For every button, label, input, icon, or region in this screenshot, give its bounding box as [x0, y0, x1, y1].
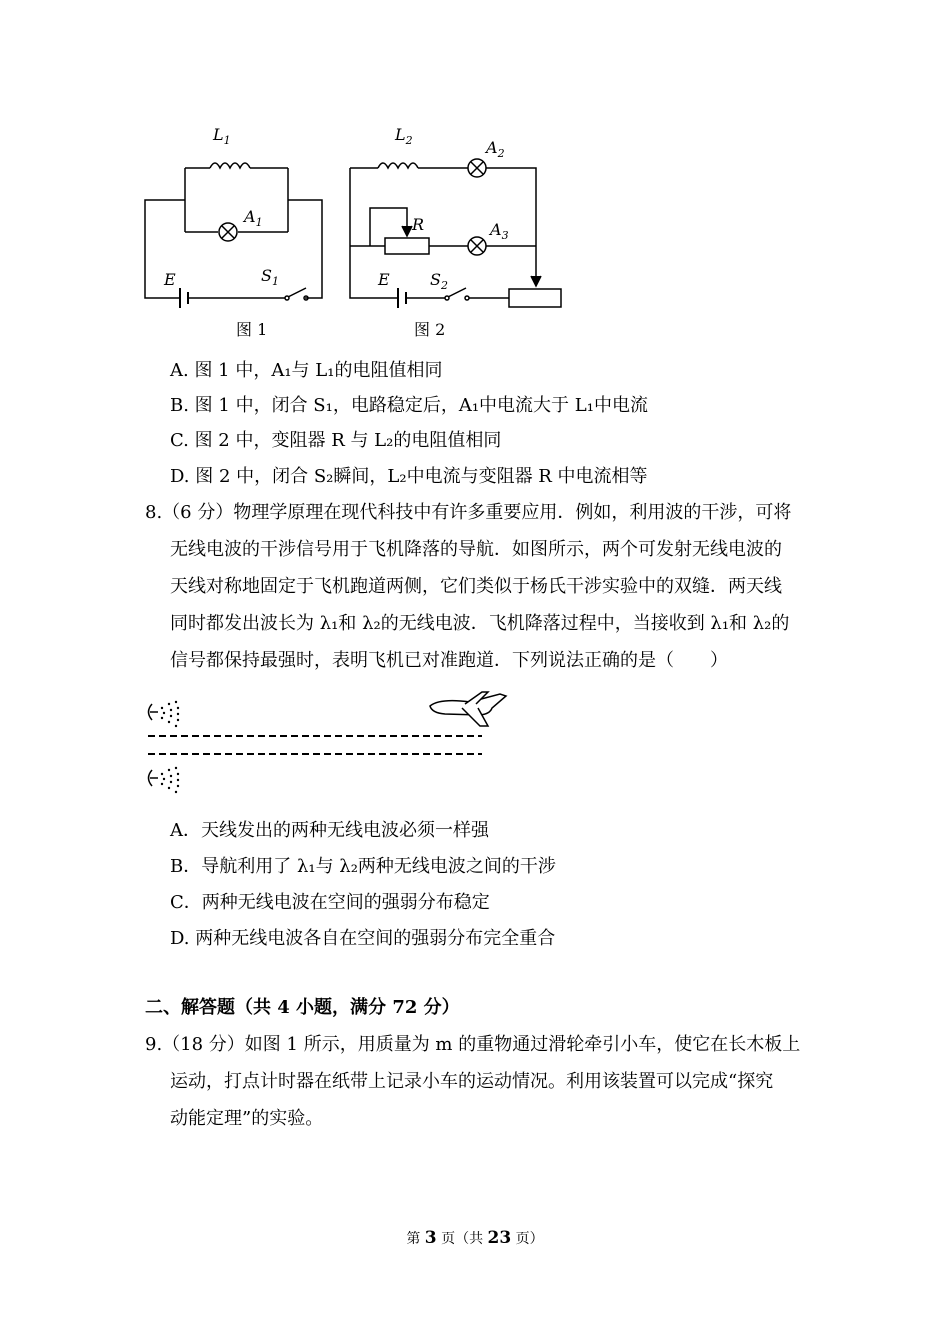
label-e2: E — [378, 270, 390, 289]
label-s1: $S_1$ — [261, 266, 279, 289]
section-2-title: 二、解答题（共 4 小题，满分 72 分） — [145, 997, 460, 1018]
label-l2: $L_2$ — [395, 125, 413, 148]
q7-option-b: B. 图 1 中，闭合 S₁，电路稳定后，A₁中电流大于 L₁中电流 — [170, 395, 648, 416]
runway-figure — [140, 686, 530, 801]
q7-option-d: D. 图 2 中，闭合 S₂瞬间，L₂中电流与变阻器 R 中电流相等 — [170, 466, 648, 487]
runway-lines — [148, 736, 482, 754]
label-l1: $L_1$ — [213, 125, 231, 148]
q8-option-a: A．天线发出的两种无线电波必须一样强 — [170, 820, 489, 841]
inductor-l1-icon — [210, 163, 250, 168]
q8-line-2: 无线电波的干涉信号用于飞机降落的导航．如图所示，两个可发射无线电波的 — [170, 539, 782, 560]
label-r: R — [412, 215, 425, 234]
antenna-top-icon — [149, 704, 159, 720]
figure-2-caption: 图 2 — [414, 320, 446, 339]
q8-option-d: D. 两种无线电波各自在空间的强弱分布完全重合 — [170, 928, 556, 949]
waves-bottom-icon — [161, 767, 179, 793]
q7-option-a: A. 图 1 中，A₁与 L₁的电阻值相同 — [170, 360, 443, 381]
q8-option-b: B．导航利用了 λ₁与 λ₂两种无线电波之间的干涉 — [170, 856, 556, 877]
waves-top-icon — [161, 701, 179, 727]
label-a2: $A_2$ — [486, 138, 505, 161]
label-a1: $A_1$ — [244, 207, 263, 230]
airplane-icon — [430, 692, 506, 726]
inductor-l2-icon — [378, 163, 418, 168]
figure-1-caption: 图 1 — [236, 320, 268, 339]
q8-line-5: 信号都保持最强时，表明飞机已对准跑道．下列说法正确的是（ ） — [170, 650, 728, 671]
q7-option-c: C. 图 2 中，变阻器 R 与 L₂的电阻值相同 — [170, 430, 502, 451]
q8-line-1: 8.（6 分）物理学原理在现代科技中有许多重要应用．例如，利用波的干涉，可将 — [145, 502, 792, 523]
q8-option-c: C．两种无线电波在空间的强弱分布稳定 — [170, 892, 490, 913]
label-e1: E — [164, 270, 176, 289]
q9-line-1: 9.（18 分）如图 1 所示，用质量为 m 的重物通过滑轮牵引小车，使它在长木板上 — [145, 1034, 801, 1055]
q9-line-2: 运动，打点计时器在纸带上记录小车的运动情况。利用该装置可以完成“探究 — [170, 1071, 774, 1092]
label-s2: $S_2$ — [430, 270, 448, 293]
q8-line-4: 同时都发出波长为 λ₁和 λ₂的无线电波．飞机降落过程中，当接收到 λ₁和 λ₂的 — [170, 613, 790, 634]
page-footer: 第 3 页（共 23 页） — [406, 1228, 544, 1248]
label-a3: $A_3$ — [490, 220, 509, 243]
q8-line-3: 天线对称地固定于飞机跑道两侧，它们类似于杨氏干涉实验中的双缝．两天线 — [170, 576, 782, 597]
q9-line-3: 动能定理”的实验。 — [170, 1108, 324, 1129]
antenna-bottom-icon — [149, 770, 159, 786]
